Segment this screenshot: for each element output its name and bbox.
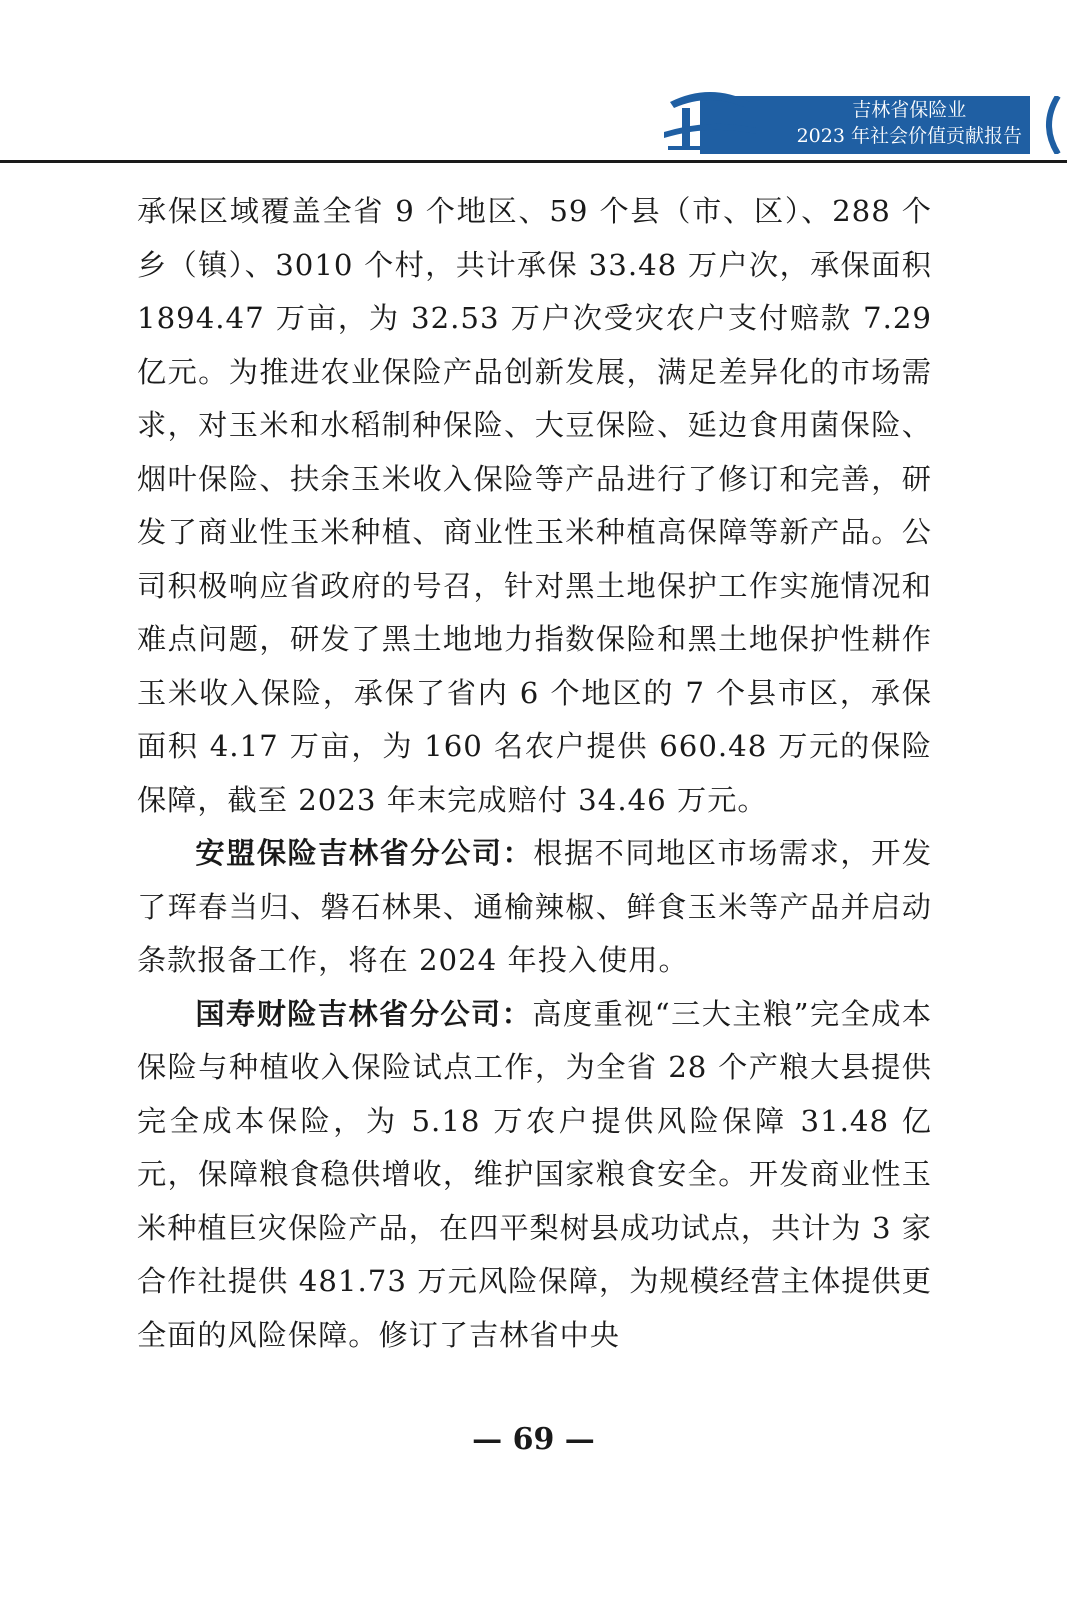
jilin-insurance-logo-icon: [662, 88, 758, 154]
header-title-line1: 吉林省保险业: [852, 99, 967, 121]
paragraph-2: [137, 827, 932, 988]
paragraph-3: [137, 988, 932, 1363]
company-name-anmeng: 安盟保险吉林省分公司：: [195, 836, 534, 870]
page-header: [0, 0, 1067, 166]
company-name-guoshou: 国寿财险吉林省分公司：: [195, 996, 533, 1031]
header-title: [797, 97, 1022, 149]
header-rule: [0, 160, 1067, 163]
page-number: — 69 —: [472, 1422, 595, 1457]
paragraph-2-text: 根据不同地区市场需求，开发了珲春当归、磐石林果、通榆辣椒、鲜食玉米等产品并启动条款报备工作，将在 2024 年投入使用。: [137, 836, 933, 977]
paragraph-1: 承保区域覆盖全省 9 个地区、59 个县（市、区）、288 个乡（镇）、3010 个村，共计承保 33.48 万户次，承保面积 1894.47 万亩，为 32.53 万户次受灾农户支付赔款 7.29 亿元。为推进农业保险产品创新发展，满足差异化的市场需求，对玉米和水稻制种保险、大豆保险、延边食用菌保险、烟叶保险、扶余玉米收入保险等产品进行了修订和完善，研发了商业性玉米种植、商业性玉米种植高保障等新产品。公司积极响应省政府的号召，针对黑土地保护工作实施情况和难点问题，研发了黑土地地力指数保险和黑土地保护性耕作玉米收入保险，承保了省内 6 个地区的 7 个县市区，承保面积 4.17 万亩，为 160 名农户提供 660.48 万元的保险保障，截至 2023 年末完成赔付 34.46 万元。: [137, 194, 932, 817]
header-bracket-icon: [1030, 96, 1067, 154]
header-cap: [1030, 96, 1067, 154]
report-body: [137, 185, 932, 1362]
header-title-line2: 2023 年社会价值贡献报告: [796, 125, 1022, 147]
paragraph-3-text: 高度重视“三大主粮”完全成本保险与种植收入保险试点工作，为全省 28 个产粮大县提供完全成本保险，为 5.18 万农户提供风险保障 31.48 亿元，保障粮食稳供增收，维护国家粮食安全。开发商业性玉米种植巨灾保险产品，在四平梨树县成功试点，共计为 3 家合作社提供 481.73 万元风险保障，为规模经营主体提供更全面的风险保障。修订了吉林省中央: [137, 996, 933, 1352]
